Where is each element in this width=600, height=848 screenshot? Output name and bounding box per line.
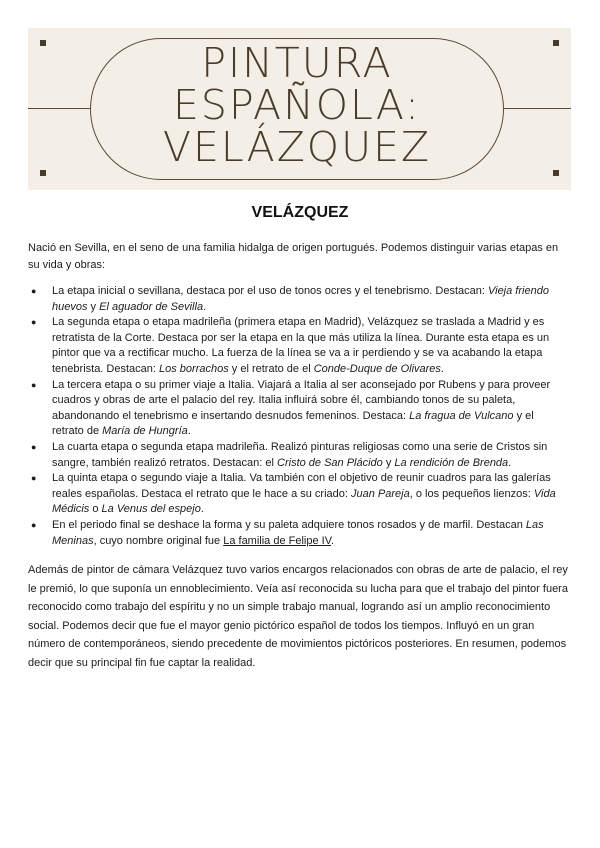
artwork-title: Vida Médicis [52,487,556,516]
banner-title-line: VELÁZQUEZ [162,123,432,171]
stage-item [28,471,568,518]
artwork-title: La rendición de Brenda [394,456,509,469]
artwork-title: Cristo de San Plácido [277,456,383,469]
corner-dot-top-left [40,40,46,46]
corner-dot-bottom-right [553,170,559,176]
underlined-title: La familia de Felipe IV [223,534,332,547]
artwork-title: Las Meninas [52,518,544,547]
stage-text: . [187,425,191,438]
stage-text: , o los pequeños lienzos: [409,487,534,500]
stages-list [28,284,568,549]
artwork-title: Los borrachos [159,362,229,375]
intro-paragraph: Nació en Sevilla, en el seno de una familia hidalga de origen portugués. Podemos distinguir varias etapas en su vida y obras: [28,242,559,271]
stage-item [28,518,568,549]
stage-text: La quinta etapa o segundo viaje a Italia. Va también con el objetivo de reunir cuadros para las galerías reales españolas. Destaca el retrato que le hace a su criado: [52,472,551,500]
title-banner [28,28,571,190]
artwork-title: La fragua de Vulcano [409,409,514,422]
stage-text: En el periodo final se deshace la forma y su paleta adquiere tonos rosados y de marfil. Destacan [52,518,526,531]
stage-text: y el retrato de [52,409,534,438]
banner-title-line: ESPAÑOLA: [173,81,421,129]
stage-text: y [87,300,100,313]
divider-line-left [28,108,90,109]
stage-item [28,315,568,377]
artwork-title: Conde-Duque de Olivares [313,362,441,375]
artwork-title: Vieja friendo huevos [52,285,549,313]
stage-item [28,440,568,471]
closing-paragraph: Además de pintor de cámara Velázquez tuvo varios encargos relacionados con obras de arte de palacio, el rey le premió, lo que suponía un ennoblecimiento. Veía así reconocida su lucha para que el trabajo del pintor fuera reconocido como trabajo del espíritu y no un simple trabajo manual, logrando así un amplio reconocimiento social. Podemos decir que fue el mayor genio pictórico español de todos los tiempos. Influyó en un gran número de contemporáneos, siendo precedente de movimientos pictóricos posteriores. En resumen, podemos decir que su principal fin fue captar la realidad. [28,564,568,669]
stage-item [28,378,568,440]
stage-text: . [508,456,512,469]
artwork-title: La Venus del espejo [101,503,201,516]
banner-title [90,39,504,171]
stage-text: . [440,362,444,375]
stage-text: . [331,534,335,547]
stage-text: La segunda etapa o etapa madrileña (primera etapa en Madrid), Velázquez se traslada a Madrid y es retratista de la Corte. Destaca por ser la etapa en la que más utiliza la línea. Durante esta etapa es un pintor que va a rectificar mucho. La fuerza de la línea se va a ir perdiendo y se va acabando la etapa tenebrista. Destacan: [52,316,550,375]
stage-text: . [200,503,204,516]
stage-text: . [203,300,207,313]
stage-text: o [89,503,102,516]
stage-text: La etapa inicial o sevillana, destaca por el uso de tonos ocres y el tenebrismo. Destacan: [52,285,488,297]
section-heading: VELÁZQUEZ [251,204,349,221]
artwork-title: Juan Pareja [351,487,410,500]
stage-text: , cuyo nombre original fue [93,534,224,547]
corner-dot-bottom-left [40,170,46,176]
stage-item [28,284,568,315]
stage-text: y [382,456,395,469]
artwork-title: El aguador de Sevilla [99,300,204,313]
stage-text: y el retrato de el [228,362,314,375]
divider-line-right [504,108,571,109]
stage-text: La cuarta etapa o segunda etapa madrileña. Realizó pinturas religiosas como una serie de Cristos sin sangre, también realizó retratos. Destacan: el [52,440,548,469]
corner-dot-top-right [553,40,559,46]
banner-title-line: PINTURA [201,39,393,87]
artwork-title: María de Hungría [102,425,188,438]
stage-text: La tercera etapa o su primer viaje a Italia. Viajará a Italia al ser aconsejado por Rubens y para proveer cuadros y obras de arte el palacio del rey. Italia influirá sobre él, cambiando tonos de su paleta, abandonando el tenebrismo e insertando desnudos femeninos. Destaca: [52,378,551,422]
